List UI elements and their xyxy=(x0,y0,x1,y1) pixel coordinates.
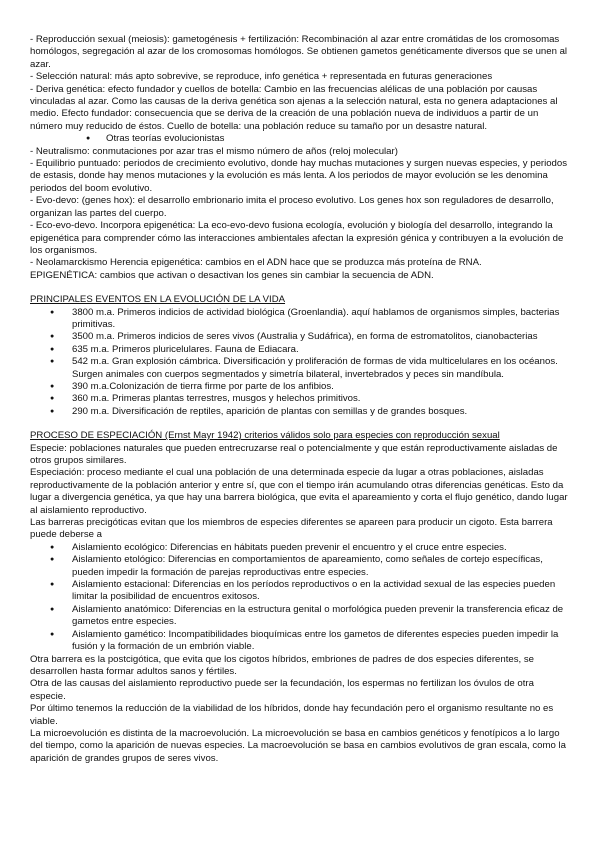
paragraph-natural-selection: - Selección natural: más apto sobrevive, se reproduce, info genética + representada en futuras generaciones xyxy=(30,71,493,83)
heading-speciation: PROCESO DE ESPECIACIÓN (Ernst Mayr 1942) criterios válidos solo para especies con reproducción sexual xyxy=(30,430,500,442)
paragraph-epigenetics: EPIGENÉTICA: cambios que activan o desactivan los genes sin cambiar la secuencia de ADN. xyxy=(30,269,434,281)
paragraph-prezygotic-barriers: Las barreras precigóticas evitan que los miembros de especies diferentes se apareen para producir un cigoto. Esta barrera puede deberse a xyxy=(30,517,553,541)
section-life-events xyxy=(30,294,570,418)
list-item: ● 290 m.a. Diversificación de reptiles, aparición de plantas con semillas y de grandes bosques. xyxy=(50,406,570,418)
paragraph-species-definition: Especie: poblaciones naturales que pueden entrecruzarse real o potencialmente y que están reproductivamente aisladas de otros grupos similares. xyxy=(30,442,558,466)
list-isolation-types xyxy=(30,542,570,654)
paragraph-micro-macro-evolution: La microevolución es distinta de la macroevolución. La microevolución se basa en cambios genéticos y fenotípicos a lo largo del tiempo, como la aparición de nuevas especies. La macroevolución se basa en cambios evolutivos de gran escala, como la aparición de grandes grupos de seres vivos. xyxy=(30,727,566,764)
paragraph-punctuated-equilibrium: - Equilibrio puntuado: periodos de crecimiento evolutivo, donde hay muchas mutaciones y surgen nuevas especies, y periodos de estasis, donde hay menos mutaciones y la evolución es más lenta. A los periodos de mayor evolución se les denomina periodos del boom evolutivo. xyxy=(30,158,568,194)
paragraph-eco-evo-devo: - Eco-evo-devo. Incorpora epigenética: La eco-evo-devo fusiona ecología, evolución y biología del desarrollo, integrando la epigenética para comprender cómo las interacciones ambientales afectan la expresión génica y contribuyen a la evolución de los organismos. xyxy=(30,220,564,256)
section-evolution-mechanisms xyxy=(30,34,570,282)
sub-bullet-list xyxy=(86,133,570,145)
list-item: ● 542 m.a. Gran explosión cámbrica. Diversificación y proliferación de formas de vida multicelulares en los océanos. Surgen animales con cuerpos segmentados y simetría bilateral, invertebrados y peces sin mandíbula. xyxy=(50,356,570,381)
paragraph-neutralism: - Neutralismo: conmutaciones por azar tras el mismo número de años (reloj molecular) xyxy=(30,145,398,157)
paragraph-fertilization: Otra de las causas del aislamiento reproductivo puede ser la fecundación, los espermas no fertilizan los óvulos de otra especie. xyxy=(30,678,534,702)
list-life-events xyxy=(30,307,570,419)
list-item: ● 360 m.a. Primeras plantas terrestres, musgos y helechos primitivos. xyxy=(50,393,570,405)
paragraph-speciation-definition: Especiación: proceso mediante el cual una población de una determinada especie da lugar a otras poblaciones, aisladas reproductivamente de la población anterior y entre sí, que con el tiempo irán acumulando otras diferencias genéticas. Esto da lugar a divergencia genética, ya que hay una barrera biológica, que evita el apareamiento y corta el flujo genético, dando lugar al aislamiento reproductivo. xyxy=(30,467,568,516)
paragraph-hybrid-viability: Por último tenemos la reducción de la viabilidad de los híbridos, donde hay fecundación pero el organismo resultante no es viable. xyxy=(30,703,554,727)
list-item: ● Aislamiento anatómico: Diferencias en la estructura genital o morfológica pueden prevenir la transferencia eficaz de gametos entre especies. xyxy=(50,604,570,629)
sub-bullet-other-theories: ● Otras teorías evolucionistas xyxy=(86,133,570,145)
list-item: ● Aislamiento gamético: Incompatibilidades bioquímicas entre los gametos de diferentes especies pueden impedir la fusión y la formación de un embrión viable. xyxy=(50,629,570,654)
paragraph-postzygotic-barrier: Otra barrera es la postcigótica, que evita que los cigotos híbridos, embriones de padres de dos especies diferentes, se desarrollen hasta formar adultos sanos y fértiles. xyxy=(30,653,534,677)
list-item: ● Aislamiento estacional: Diferencias en los períodos reproductivos o en la actividad sexual de las especies pueden limitar la posibilidad de encuentros exitosos. xyxy=(50,579,570,604)
paragraph-evo-devo: - Evo-devo: (genes hox): el desarrollo embrionario imita el proceso evolutivo. Los genes hox son reguladores de desarrollo, organizan las partes del cuerpo. xyxy=(30,195,554,219)
paragraph-neolamarckism: - Neolamarckismo Herencia epigenética: cambios en el ADN hace que se produzca más proteína de RNA. xyxy=(30,257,482,269)
paragraph-sexual-reproduction: - Reproducción sexual (meiosis): gametogénesis + fertilización: Recombinación al azar entre cromátidas de los cromosomas homólogos, segregación al azar de los cromosomas homólogos. Se obtienen gametos genéticamente diversos que se unen al azar. xyxy=(30,34,568,70)
paragraph-genetic-drift: - Deriva genética: efecto fundador y cuellos de botella: Cambio en las frecuencias alélicas de una población por causas vinculadas al azar. Como las causas de la deriva genética son ajenas a la selección natural, esta no genera adaptaciones al medio. Efecto fundador: consecuencia que se deriva de la creación de una población nueva de individuos a partir de un número muy reducido de éstos. Cuello de botella: una población reduce su tamaño por un desastre natural. xyxy=(30,83,558,132)
heading-life-events: PRINCIPALES EVENTOS EN LA EVOLUCIÓN DE LA VIDA xyxy=(30,294,286,306)
list-item: ● 3800 m.a. Primeros indicios de actividad biológica (Groenlandia). aquí hablamos de organismos simples, bacterias primitivas. xyxy=(50,307,570,332)
list-item: ● 635 m.a. Primeros pluricelulares. Fauna de Ediacara. xyxy=(50,344,570,356)
list-item: ● 390 m.a.Colonización de tierra firme por parte de los anfibios. xyxy=(50,381,570,393)
list-item: ● 3500 m.a. Primeros indicios de seres vivos (Australia y Sudáfrica), en forma de estromatolitos, cianobacterias xyxy=(50,331,570,343)
section-speciation xyxy=(30,430,570,765)
list-item: ● Aislamiento ecológico: Diferencias en hábitats pueden prevenir el encuentro y el cruce entre especies. xyxy=(50,542,570,554)
list-item: ● Aislamiento etológico: Diferencias en comportamientos de apareamiento, como señales de cortejo específicas, pueden impedir la formación de parejas reproductivas entre especies. xyxy=(50,554,570,579)
